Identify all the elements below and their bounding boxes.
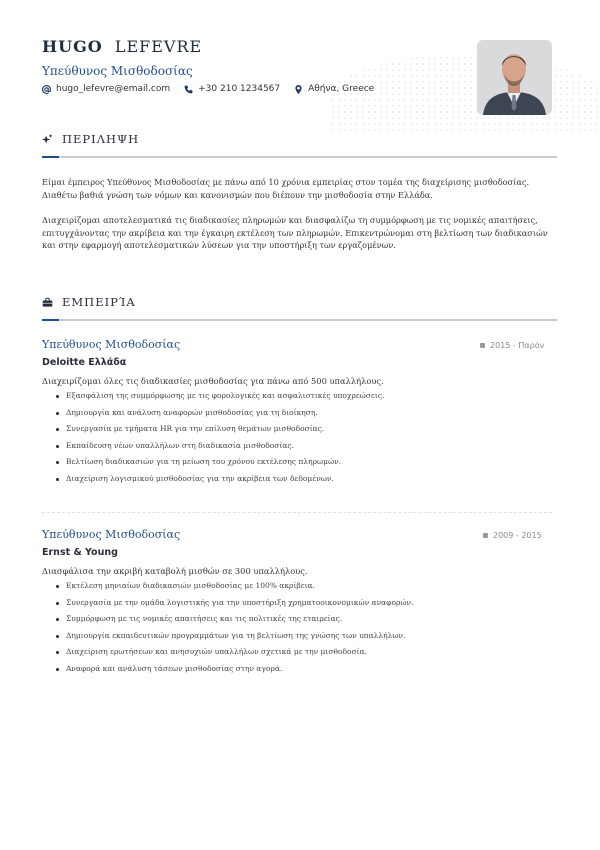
job-1-bullets — [56, 390, 384, 489]
list-item: Εκτέλεση μηνιαίων διαδικασιών μισθοδοσίας με 100% ακρίβεια. — [56, 580, 413, 597]
summary-divider — [42, 156, 557, 158]
list-item: Εξασφάλιση της συμμόρφωσης με τις φορολογικές και ασφαλιστικές υποχρεώσεις. — [56, 390, 384, 407]
sparkle-icon — [42, 134, 53, 145]
job-2-company: Ernst & Young — [42, 547, 118, 558]
job-2-description: Διασφάλισα την ακριβή καταβολή μισθών σε 300 υπαλλήλους. — [42, 566, 308, 576]
list-item: Συμμόρφωση με τις νομικές απαιτήσεις και τις πολιτικές της εταιρείας. — [56, 613, 413, 630]
list-item: Δημιουργία εκπαιδευτικών προγραμμάτων για τη βελτίωση της γνώσης των υπαλλήλων. — [56, 630, 413, 647]
job-2-dates-text: 2009 - 2015 — [493, 531, 542, 540]
email-text: hugo_lefevre@email.com — [56, 84, 171, 94]
last-name: LEFEVRE — [114, 37, 203, 56]
phone-icon — [184, 85, 193, 94]
job-separator — [42, 512, 552, 513]
candidate-name — [42, 37, 202, 56]
location-item — [294, 84, 374, 94]
first-name: HUGO — [42, 37, 103, 56]
at-sign-icon — [42, 85, 51, 94]
job-1-company: Deloitte Ελλάδα — [42, 357, 127, 368]
list-item: Διαχείριση ερωτήσεων και ανησυχιών υπαλλήλων σχετικά με την μισθοδοσία. — [56, 646, 413, 663]
experience-divider — [42, 319, 557, 321]
list-item: Αναφορά και ανάλυση τάσεων μισθοδοσίας στην αγορά. — [56, 663, 413, 680]
decorative-dot-pattern — [330, 55, 600, 135]
summary-paragraph-1: Είμαι έμπειρος Υπεύθυνος Μισθοδοσίας με πάνω από 10 χρόνια εμπειρίας στον τομέα της διαχείρισης μισθοδοσίας. Διαθέτω βαθιά γνώση των νόμων και κανονισμών που διέπουν την μισθοδοσία στην Ελλάδα. — [42, 177, 530, 200]
list-item: Συνεργασία με τμήματα HR για την επίλυση θεμάτων μισθοδοσίας. — [56, 423, 384, 440]
experience-section-heading — [42, 295, 136, 309]
job-2-bullets — [56, 580, 413, 679]
summary-section-heading — [42, 132, 139, 146]
calendar-icon — [483, 533, 488, 538]
list-item: Βελτίωση διαδικασιών για τη μείωση του χρόνου εκτέλεσης πληρωμών. — [56, 456, 384, 473]
profile-photo — [477, 40, 552, 115]
phone-item[interactable] — [184, 84, 280, 94]
summary-heading-text: ΠΕΡΙΛΗΨΗ — [62, 132, 140, 146]
calendar-icon — [480, 343, 485, 348]
contact-info — [42, 84, 388, 94]
list-item: Δημιουργία και ανάλυση αναφορών μισθοδοσίας για τη διοίκηση. — [56, 407, 384, 424]
job-1-title: Υπεύθυνος Μισθοδοσίας — [42, 338, 181, 351]
location-text: Αθήνα, Greece — [308, 84, 375, 94]
job-2-title: Υπεύθυνος Μισθοδοσίας — [42, 528, 181, 541]
job-1-dates-text: 2015 - Παρόν — [490, 341, 545, 350]
job-1-dates — [480, 341, 544, 350]
briefcase-icon — [42, 297, 53, 308]
job-1-description: Διαχειρίζομαι όλες τις διαδικασίες μισθοδοσίας για πάνω από 500 υπαλλήλους. — [42, 376, 384, 386]
summary-paragraph-2: Διαχειρίζομαι αποτελεσματικά τις διαδικασίες πληρωμών και διασφαλίζω τη συμμόρφωση με τις νομικές απαιτήσεις, επιτυγχάνοντας την ακρίβεια και την έγκαιρη εκτέλεση των πληρωμών. Επικεντρώνομαι στη βελτίωση των διαδικασιών και στην εφαρμογή αποτελεσματικών λύσεων για την υποστήριξη των εργαζομένων. — [42, 215, 548, 250]
candidate-job-title: Υπεύθυνος Μισθοδοσίας — [42, 64, 193, 78]
list-item: Συνεργασία με την ομάδα λογιστικής για την υποστήριξη χρηματοοικονομικών αναφορών. — [56, 597, 413, 614]
email-item[interactable] — [42, 84, 170, 94]
list-item: Εκπαίδευση νέων υπαλλήλων στη διαδικασία μισθοδοσίας. — [56, 440, 384, 457]
list-item: Διαχείριση λογισμικού μισθοδοσίας για την ακρίβεια των δεδομένων. — [56, 473, 384, 490]
phone-text: +30 210 1234567 — [198, 84, 281, 94]
job-2-dates — [483, 531, 542, 540]
experience-heading-text: ΕΜΠΕΙΡΊΑ — [62, 295, 136, 309]
location-pin-icon — [294, 85, 303, 94]
